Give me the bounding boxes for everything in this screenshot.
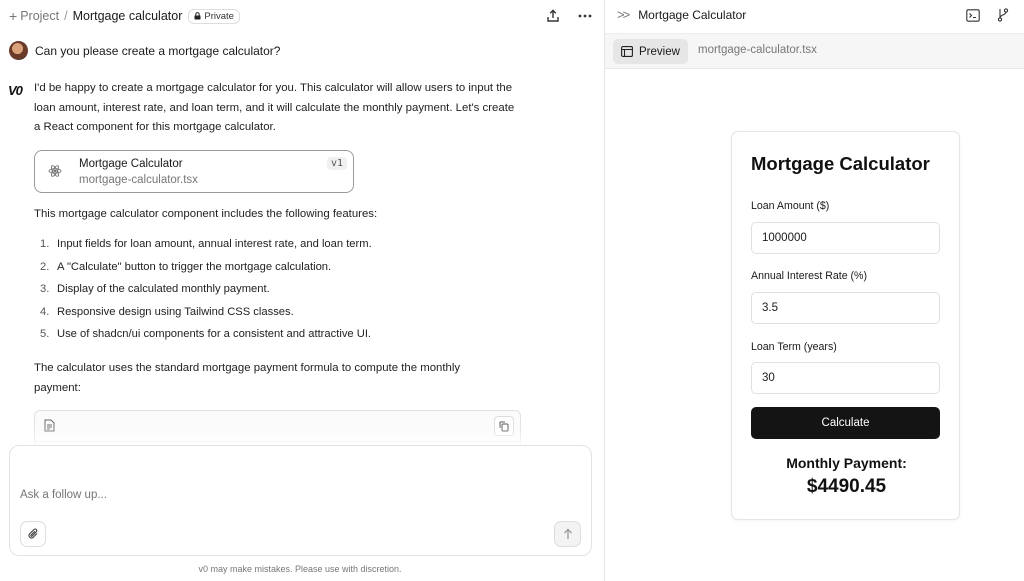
list-item bbox=[40, 261, 372, 284]
paperclip-icon[interactable] bbox=[20, 521, 46, 547]
preview-tabs bbox=[605, 33, 1024, 69]
code-block-header bbox=[35, 411, 520, 442]
copy-icon[interactable] bbox=[494, 416, 514, 436]
new-project-icon[interactable]: + bbox=[9, 8, 18, 24]
features-intro: This mortgage calculator component includes the following features: bbox=[34, 208, 378, 220]
list-text: A "Calculate" button to trigger the mortgage calculation. bbox=[57, 260, 332, 273]
send-arrow-icon[interactable] bbox=[554, 521, 581, 547]
share-icon[interactable] bbox=[544, 7, 562, 25]
tab-preview-label: Preview bbox=[639, 45, 680, 58]
preview-pane bbox=[605, 0, 1024, 581]
more-horizontal-icon[interactable] bbox=[576, 7, 594, 25]
top-bar bbox=[0, 0, 604, 32]
loan-amount-label: Loan Amount ($) bbox=[751, 200, 830, 212]
tab-code-file[interactable]: mortgage-calculator.tsx bbox=[698, 44, 817, 56]
preview-actions bbox=[964, 6, 1012, 24]
generated-component-card[interactable] bbox=[34, 150, 354, 193]
calculator-card bbox=[731, 131, 960, 520]
top-actions bbox=[544, 7, 594, 25]
monthly-payment-value: $4490.45 bbox=[806, 476, 887, 497]
user-message: Can you please create a mortgage calculator? bbox=[35, 43, 281, 58]
chat-title[interactable]: Mortgage calculator bbox=[72, 9, 183, 23]
card-title: Mortgage Calculator bbox=[79, 158, 183, 170]
git-branch-icon[interactable] bbox=[994, 6, 1012, 24]
private-badge-label: Private bbox=[204, 10, 234, 22]
loan-term-label: Loan Term (years) bbox=[751, 341, 837, 353]
preview-header bbox=[605, 0, 1024, 29]
formula-intro: The calculator uses the standard mortgage payment formula to compute the monthly payment: bbox=[34, 362, 461, 394]
composer bbox=[9, 445, 592, 556]
collapse-chevrons-icon[interactable]: >> bbox=[617, 7, 629, 22]
list-text: Display of the calculated monthly payment. bbox=[57, 283, 270, 295]
react-icon bbox=[48, 164, 62, 183]
terminal-icon[interactable] bbox=[964, 6, 982, 24]
breadcrumb-separator: / bbox=[64, 9, 68, 23]
list-number: 4. bbox=[40, 305, 50, 318]
list-item bbox=[40, 328, 372, 351]
version-badge: v1 bbox=[327, 157, 347, 170]
follow-up-input[interactable] bbox=[20, 489, 520, 501]
interest-rate-label: Annual Interest Rate (%) bbox=[751, 270, 867, 282]
tab-preview[interactable] bbox=[613, 39, 688, 64]
user-message-row bbox=[9, 41, 280, 60]
preview-title: Mortgage Calculator bbox=[638, 7, 747, 22]
file-icon bbox=[44, 419, 55, 437]
list-item bbox=[40, 238, 372, 261]
list-item bbox=[40, 283, 372, 306]
list-text: Use of shadcn/ui components for a consistent and attractive UI. bbox=[57, 328, 372, 340]
list-number: 1. bbox=[40, 238, 50, 250]
lock-icon bbox=[194, 12, 201, 20]
list-number: 2. bbox=[40, 260, 50, 273]
avatar bbox=[9, 41, 28, 60]
features-list bbox=[40, 238, 372, 351]
list-number: 5. bbox=[40, 328, 50, 340]
list-text: Input fields for loan amount, annual interest rate, and loan term. bbox=[57, 238, 372, 250]
loan-amount-input[interactable] bbox=[751, 222, 940, 254]
window-icon bbox=[621, 46, 633, 57]
disclaimer: v0 may make mistakes. Please use with discretion. bbox=[198, 564, 402, 574]
loan-term-input[interactable] bbox=[751, 362, 940, 394]
list-text: Responsive design using Tailwind CSS classes. bbox=[57, 305, 294, 318]
monthly-payment-label: Monthly Payment: bbox=[786, 455, 907, 471]
v0-logo-icon: V0 bbox=[8, 83, 22, 98]
assistant-intro: I'd be happy to create a mortgage calculator for you. This calculator will allow users to input the loan amount, interest rate, and loan term, and it will calculate the monthly payment. Let's create a React component for this mortgage calculator. bbox=[34, 82, 515, 133]
list-item bbox=[40, 306, 372, 329]
calculator-title: Mortgage Calculator bbox=[751, 153, 930, 174]
private-badge[interactable] bbox=[188, 9, 240, 24]
list-number: 3. bbox=[40, 283, 50, 295]
card-filename: mortgage-calculator.tsx bbox=[79, 174, 198, 186]
interest-rate-input[interactable] bbox=[751, 292, 940, 324]
breadcrumb-project[interactable]: Project bbox=[20, 9, 60, 23]
calculate-button[interactable]: Calculate bbox=[751, 407, 940, 439]
